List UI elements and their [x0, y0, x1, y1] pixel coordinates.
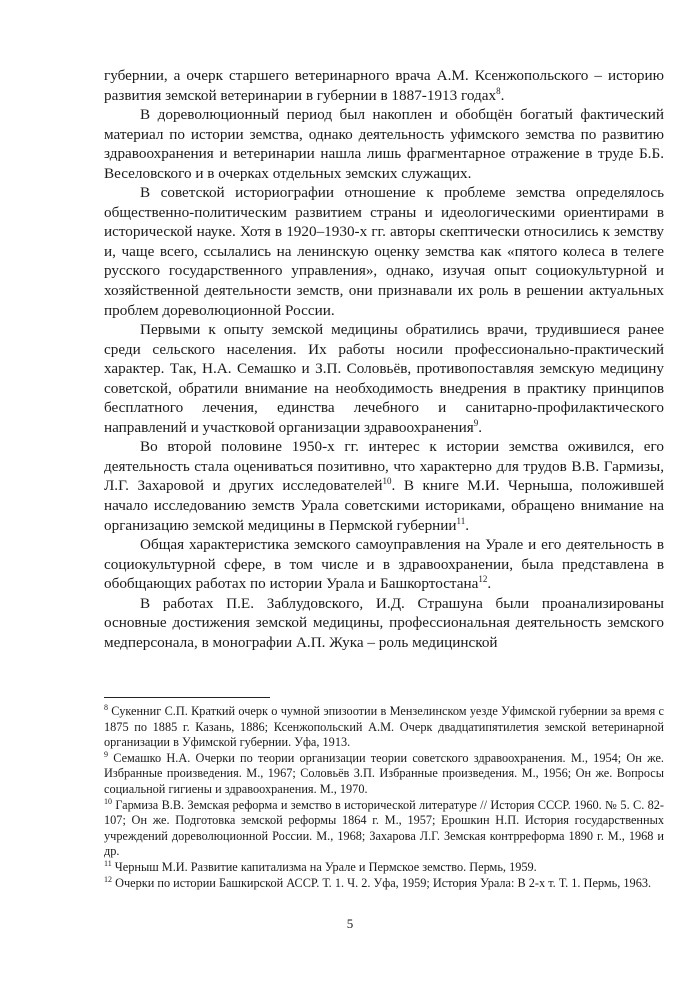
paragraph: Первыми к опыту земской медицины обратились врачи, трудившиеся ранее среди сельского населения. Их работы носили профессионально-практический характер. Так, Н.А. Семашко и З.П. Соловьёв, противопоставляя земскую медицину советской, обратили внимание на необходимость внедрения в практику принципов бесплатного лечения, единства лечебного и санитарно-профилактического направлений и участковой организации здравоохранения$^9$. — [104, 321, 664, 436]
paragraph: В работах П.Е. Заблудовского, И.Д. Страшуна были проанализированы основные достижения земской медицины, профессиональная деятельность земского медперсонала, в монографии А.П. Жука – роль медицинской — [104, 594, 664, 651]
footnote-ref[interactable]: 11 — [456, 515, 466, 526]
footnote-number: 10 — [104, 796, 112, 806]
footnote: $^{10}$ Гармиза В.В. Земская реформа и земство в исторической литературе // История СССР. 1960. № 5. С. 82-107; Он же. Подготовка земской реформы 1864 г. М., 1957; Ерошкин Н.П. История государственных учреждений дореволюционной России. М., 1968; Захарова Л.Г. Земская контрреформа 1890 г. М., 1968 и др. — [104, 796, 664, 859]
footnote: $^{12}$ Очерки по истории Башкирской АССР. Т. 1. Ч. 2. Уфа, 1959; История Урала: В 2-х т. Т. 1. Пермь, 1963. — [104, 874, 652, 890]
footnotes — [104, 704, 664, 891]
footnote-ref[interactable]: 9 — [473, 417, 479, 428]
footnote: $^9$ Семашко Н.А. Очерки по теории организации теории советского здравоохранения. М., 1954; Он же. Избранные произведения. М., 1967; Соловьёв З.П. Избранные произведения. М., 1956; Он же. Вопросы социальной гигиены и здравоохранения. М., 1970. — [104, 749, 664, 796]
page-number: 5 — [346, 916, 354, 931]
footnote-ref[interactable]: 8 — [496, 85, 501, 96]
paragraph: В советской историографии отношение к проблеме земства определялось общественно-политическим развитием страны и идеологическими ориентирами в исторической науке. Хотя в 1920–1930-х гг. авторы скептически относились к земству и, чаще всего, ссылались на ленинскую оценку земства как «пятого колеса в телеге русского государственного управления», однако, изучая опыт социокультурной и хозяйственной деятельности земств, они признавали их роль в решении актуальных проблем дореволюционной России. — [104, 184, 664, 319]
footnote: $^{11}$ Черныш М.И. Развитие капитализма на Урале и Пермское земство. Пермь, 1959. — [104, 858, 537, 874]
footnote-ref[interactable]: 10 — [382, 476, 392, 487]
main-text — [104, 66, 664, 652]
footnote-ref[interactable]: 12 — [478, 574, 488, 585]
footnote-number: 9 — [104, 749, 108, 759]
paragraph: Общая характеристика земского самоуправления на Урале и его деятельность в социокультурной сфере, в том числе и в здравоохранении, была представлена в обобщающих работах по истории Урала и Башкортостана$^{12}$. — [104, 536, 664, 593]
footnote: $^8$ Сукенниг С.П. Краткий очерк о чумной эпизоотии в Мензелинском уезде Уфимской губернии за время с 1875 по 1885 г. Казань, 1886; Ксенжопольский А.М. Очерк двадцатипятилетия земской ветеринарной организации в Уфимской губернии. Уфа, 1913. — [104, 703, 664, 750]
paragraph: губернии, а очерк старшего ветеринарного врача А.М. Ксенжопольского – историю развития земской ветеринарии в губернии в 1887-1913 годах$^8$. — [104, 67, 664, 104]
footnote-divider — [104, 697, 270, 698]
paragraph: В дореволюционный период был накоплен и обобщён богатый фактический материал по истории земства, однако деятельность уфимского земства по развитию здравоохранения и ветеринарии нашла лишь фрагментарное отражение в труде Б.Б. Веселовского и в очерках отдельных земских служащих. — [104, 106, 664, 182]
footnote-number: 8 — [104, 703, 108, 712]
footnote-number: 11 — [104, 858, 112, 868]
paragraph: Во второй половине 1950-х гг. интерес к истории земства оживился, его деятельность стала оцениваться позитивно, что характерно для трудов В.В. Гармизы, Л.Г. Захаровой и других исследователей$^{10}$. В книге М.И. Черныша, положившей начало исследованию земств Урала советскими историками, обращено внимание на организацию земской медицины в Пермской губернии$^{11}$. — [104, 438, 664, 534]
footnote-number: 12 — [104, 874, 112, 884]
